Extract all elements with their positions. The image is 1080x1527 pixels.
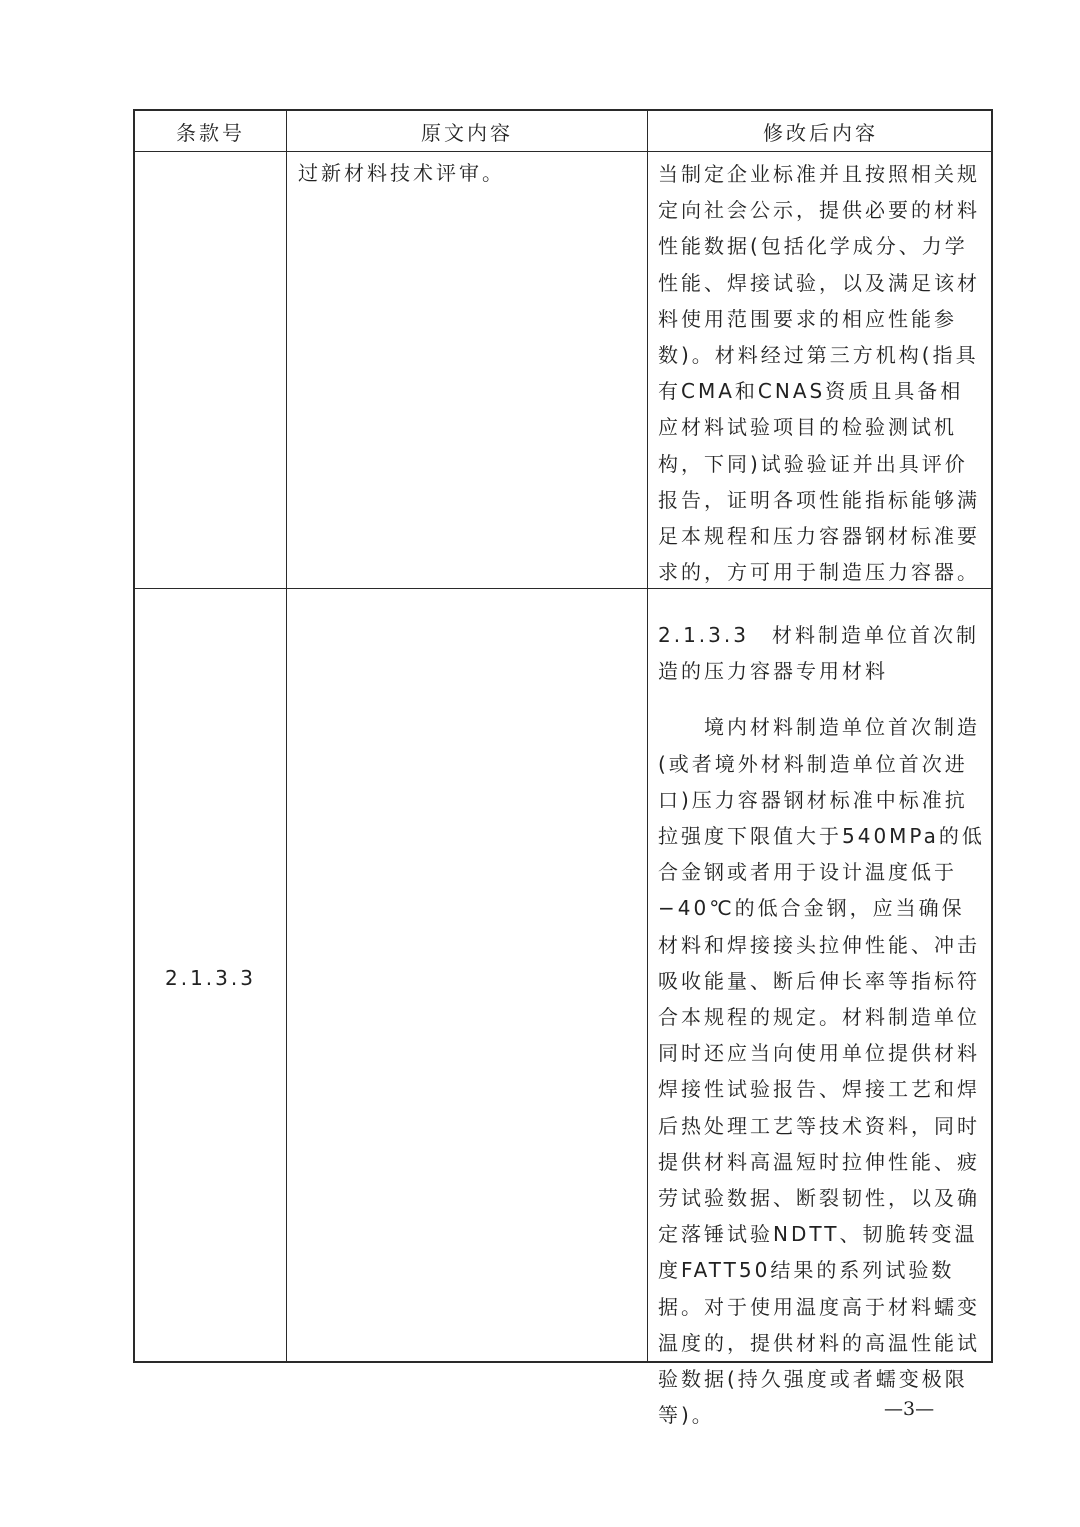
column-divider [647,111,648,1361]
page-number: —3— [884,1398,935,1420]
revision-table [133,109,993,1428]
row2-clause-number: 2.1.3.3 [165,966,256,990]
row2-revised-paragraph: 境内材料制造单位首次制造(或者境外材料制造单位首次进口)压力容器钢材标准中标准抗拉强度下限值大于540MPa的低合金钢或者用于设计温度低于−40℃的低合金钢，应当确保材料和焊接接头拉伸性能、冲击吸收能量、断后伸长率等指标符合本规程的规定。材料制造单位同时还应当向使用单位提供材料焊接性试验报告、焊接工艺和焊后热处理工艺等技术资料，同时提供材料高温短时拉伸性能、疲劳试验数据、断裂韧性，以及确定落锤试验NDTT、韧脆转变温度FATT50结果的系列试验数据。对于使用温度高于材料蠕变温度的，提供材料的高温性能试验数据(持久强度或者蠕变极限等)。 [658,715,985,1428]
row-divider [135,151,991,152]
header-original: 原文内容 [421,121,513,145]
row1-revised-paragraph: 当制定企业标准并且按照相关规定向社会公示，提供必要的材料性能数据(包括化学成分、力学性能、焊接试验，以及满足该材料使用范围要求的相应性能参数)。材料经过第三方机构(指具有CMA和CNAS资质且具备相应材料试验项目的检验测试机构，下同)试验验证并出具评价报告，证明各项性能指标能够满足本规程和压力容器钢材标准要求的，方可用于制造压力容器。 [658,162,980,585]
header-clause: 条款号 [176,121,245,145]
header-revised: 修改后内容 [763,121,878,145]
column-divider [286,111,287,1361]
row1-revised-text [658,156,986,590]
row2-revised-heading: 2.1.3.3 材料制造单位首次制造的压力容器专用材料 [658,623,979,684]
row2-revised-cell [658,617,986,1433]
row1-original-text: 过新材料技术评审。 [298,161,505,185]
